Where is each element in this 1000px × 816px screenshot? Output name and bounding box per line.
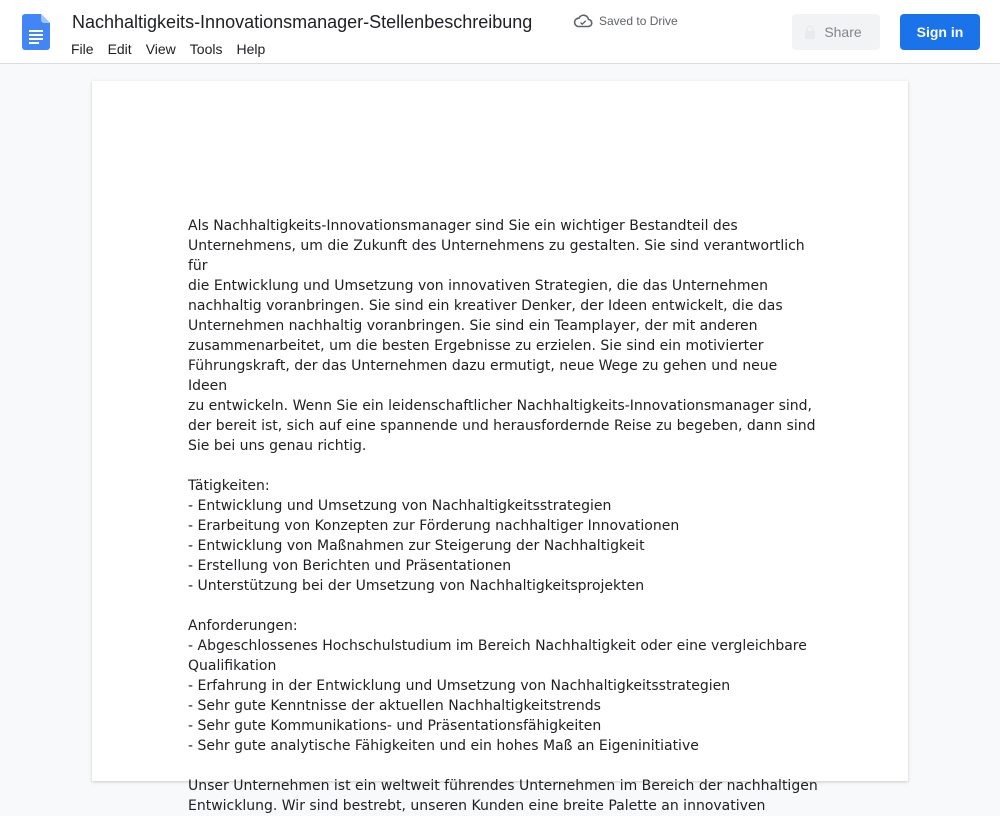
sign-in-button[interactable]: Sign in <box>900 14 980 50</box>
intro-line: zu entwickeln. Wenn Sie ein leidenschaftlicher Nachhaltigkeits-Innovationsmanager sind, <box>188 398 812 414</box>
intro-line: Unternehmen nachhaltig voranbringen. Sie sind ein Teamplayer, der mit anderen <box>188 318 758 334</box>
share-button-label: Share <box>824 24 862 40</box>
intro-line: Sie bei uns genau richtig. <box>188 438 367 454</box>
intro-paragraph <box>188 216 818 456</box>
menu-file[interactable]: File <box>71 41 94 57</box>
task-item: - Unterstützung bei der Umsetzung von Nachhaltigkeitsprojekten <box>188 578 645 594</box>
paragraph-gap <box>188 756 818 776</box>
requirement-item: - Abgeschlossenes Hochschulstudium im Bereich Nachhaltigkeit oder eine vergleichbare <box>188 638 807 654</box>
share-button[interactable] <box>792 14 880 50</box>
cloud-done-icon <box>574 14 592 28</box>
tasks-heading: Tätigkeiten: <box>188 478 270 494</box>
top-bar <box>0 0 1000 64</box>
menu-help[interactable]: Help <box>236 41 266 57</box>
document-body[interactable] <box>188 216 818 816</box>
requirement-item: - Sehr gute analytische Fähigkeiten und ein hohes Maß an Eigeninitiative <box>188 738 699 754</box>
document-title[interactable]: Nachhaltigkeits-Innovationsmanager-Stellenbeschreibung <box>72 12 533 32</box>
task-item: - Entwicklung und Umsetzung von Nachhaltigkeitsstrategien <box>188 498 612 514</box>
requirement-item: - Sehr gute Kommunikations- und Präsentationsfähigkeiten <box>188 718 602 734</box>
document-page[interactable] <box>92 81 908 814</box>
lock-icon <box>804 25 816 39</box>
paragraph-gap <box>188 596 818 616</box>
intro-line: Führungskraft, der das Unternehmen dazu ermutigt, neue Wege zu gehen und neue Ideen <box>188 358 778 394</box>
closing-line: Unser Unternehmen ist ein weltweit führendes Unternehmen im Bereich der nachhaltigen <box>188 778 818 794</box>
intro-line: zusammenarbeitet, um die besten Ergebnisse zu erzielen. Sie sind ein motivierter <box>188 338 764 354</box>
requirement-item: - Erfahrung in der Entwicklung und Umsetzung von Nachhaltigkeitsstrategien <box>188 678 731 694</box>
closing-line: Entwicklung. Wir sind bestrebt, unseren Kunden eine breite Palette an innovativen <box>188 798 766 814</box>
task-item: - Entwicklung von Maßnahmen zur Steigerung der Nachhaltigkeit <box>188 538 645 554</box>
menu-edit[interactable]: Edit <box>107 41 132 57</box>
saved-status[interactable] <box>574 13 678 29</box>
requirement-item: Qualifikation <box>188 658 277 674</box>
paragraph-gap <box>188 456 818 476</box>
intro-line: nachhaltig voranbringen. Sie sind ein kreativer Denker, der Ideen entwickelt, die das <box>188 298 783 314</box>
requirement-item: - Sehr gute Kenntnisse der aktuellen Nachhaltigkeitstrends <box>188 698 601 714</box>
task-item: - Erstellung von Berichten und Präsentationen <box>188 558 512 574</box>
menu-view[interactable]: View <box>145 41 176 57</box>
menu-tools[interactable]: Tools <box>189 41 223 57</box>
intro-line: Als Nachhaltigkeits-Innovationsmanager sind Sie ein wichtiger Bestandteil des <box>188 218 738 234</box>
intro-line: die Entwicklung und Umsetzung von innovativen Strategien, die das Unternehmen <box>188 278 769 294</box>
requirements-heading: Anforderungen: <box>188 618 298 634</box>
intro-line: der bereit ist, sich auf eine spannende und herausfordernde Reise zu begeben, dann sind <box>188 418 816 434</box>
task-item: - Erarbeitung von Konzepten zur Förderung nachhaltiger Innovationen <box>188 518 680 534</box>
intro-line: Unternehmens, um die Zukunft des Unternehmens zu gestalten. Sie sind verantwortlich für <box>188 238 805 274</box>
menu-bar <box>64 38 272 60</box>
saved-status-label: Saved to Drive <box>599 14 678 28</box>
google-docs-icon[interactable] <box>22 14 50 50</box>
